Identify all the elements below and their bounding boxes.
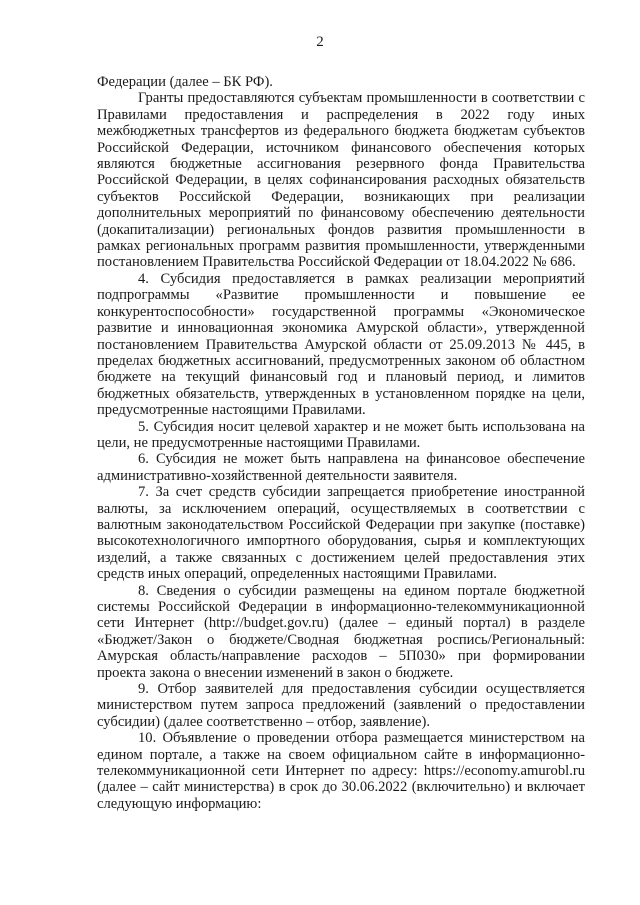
paragraph-grants: Гранты предоставляются субъектам промышленности в соответствии с Правилами предоставления и распределения в 2022 году иных межбюджетных трансфертов из федерального бюджета бюджетам субъектов Российской Федерации, источником финансового обеспечения которых являются бюджетные ассигнования резервного фонда Правительства Российской Федерации, в целях софинансирования расходных обязательств субъектов Российской Федерации, возникающих при реализации дополнительных мероприятий по финансовому обеспечению деятельности (докапитализации) региональных фондов развития промышленности в рамках региональных программ развития промышленности, утвержденными постановлением Правительства Российской Федерации от 18.04.2022 № 686. — [97, 90, 585, 271]
body-text — [97, 74, 585, 812]
paragraph-6: 6. Субсидия не может быть направлена на финансовое обеспечение административно-хозяйственной деятельности заявителя. — [97, 451, 585, 484]
paragraph-4: 4. Субсидия предоставляется в рамках реализации мероприятий подпрограммы «Развитие промышленности и повышение ее конкурентоспособности» государственной программы «Экономическое развитие и инновационная экономика Амурской области», утвержденной постановлением Правительства Амурской области от 25.09.2013 № 445, в пределах бюджетных ассигнований, предусмотренных законом об областном бюджете на текущий финансовый год и плановый период, и лимитов бюджетных обязательств, утвержденных в установленном порядке на цели, предусмотренные настоящими Правилами. — [97, 270, 585, 419]
paragraph-10: 10. Объявление о проведении отбора размещается министерством на едином портале, а также на своем официальном сайте в информационно-телекоммуникационной сети Интернет по адресу: https://economy.amurobl.ru (далее – сайт министерства) в срок до 30.06.2022 (включительно) и включает следующую информацию: — [97, 730, 585, 812]
page-number: 2 — [316, 34, 324, 50]
paragraph-8: 8. Сведения о субсидии размещены на едином портале бюджетной системы Российской Федерации в информационно-телекоммуникационной сети Интернет (http://budget.gov.ru) (далее – единый портал) в разделе «Бюджет/Закон о бюджете/Сводная бюджетная роспись/Региональный: Амурская область/направление расходов – 5П030» при формировании проекта закона о внесении изменений в закон о бюджете. — [97, 582, 585, 681]
paragraph-7: 7. За счет средств субсидии запрещается приобретение иностранной валюты, за исключением операций, осуществляемых в соответствии с валютным законодательством Российской Федерации при закупке (поставке) высокотехнологичного импортного оборудования, сырья и комплектующих изделий, а также связанных с достижением целей предоставления этих средств иных операций, определенных настоящими Правилами. — [97, 484, 585, 583]
paragraph-continuation: Федерации (далее – БК РФ). — [97, 74, 273, 90]
paragraph-5: 5. Субсидия носит целевой характер и не может быть использована на цели, не предусмотренные настоящими Правилами. — [97, 418, 585, 451]
paragraph-9: 9. Отбор заявителей для предоставления субсидии осуществляется министерством путем запроса предложений (заявлений о предоставлении субсидии) (далее соответственно – отбор, заявление). — [97, 681, 585, 730]
